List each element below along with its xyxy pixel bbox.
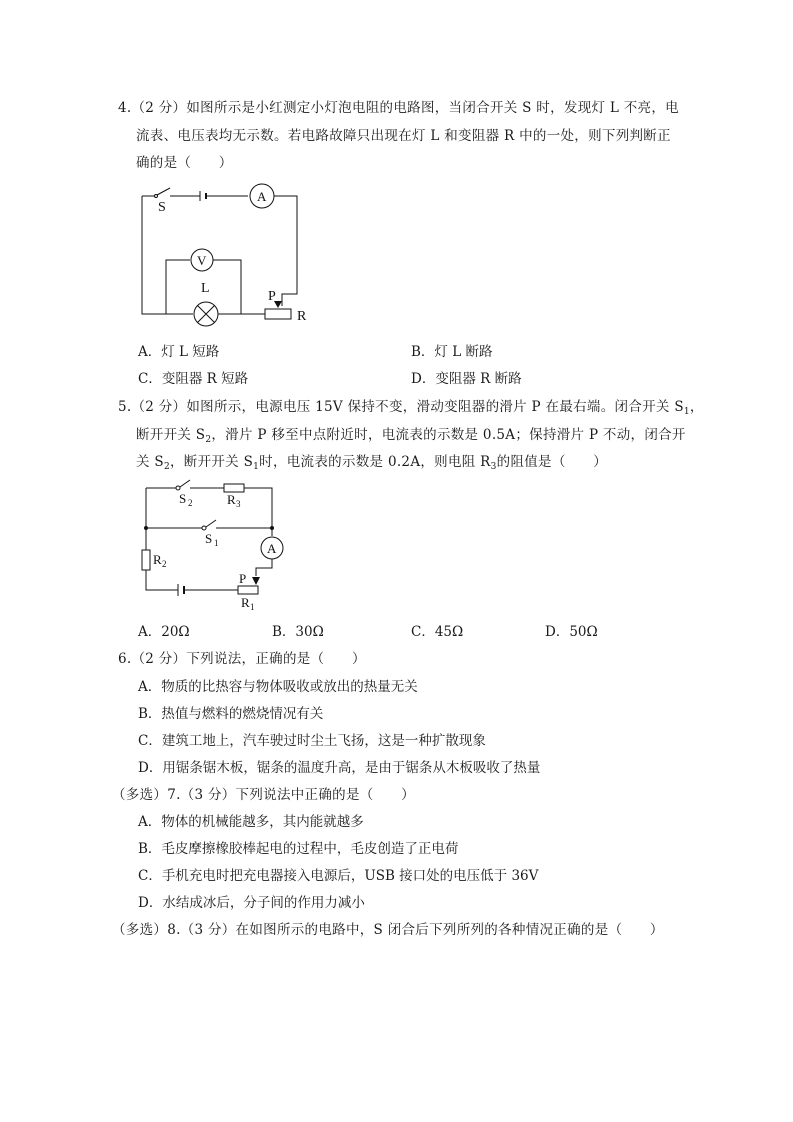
q4-option-b[interactable]: B．灯 L 断路	[411, 344, 493, 360]
svg-text:R: R	[153, 552, 162, 567]
svg-text:R: R	[227, 492, 236, 507]
svg-text:A: A	[257, 189, 267, 204]
svg-text:2: 2	[188, 498, 193, 508]
svg-text:L: L	[201, 281, 210, 296]
svg-text:A: A	[267, 541, 277, 556]
svg-text:2: 2	[162, 559, 167, 569]
svg-text:S: S	[158, 200, 166, 215]
svg-text:1: 1	[250, 602, 255, 612]
q4-option-a[interactable]: A．灯 L 短路	[138, 344, 220, 360]
svg-text:S: S	[205, 531, 213, 546]
resistor-r3-icon	[224, 484, 244, 492]
q5-circuit-diagram	[130, 472, 300, 617]
rheostat-r1-icon	[238, 586, 258, 594]
switch-s-icon	[157, 188, 170, 195]
svg-text:S: S	[179, 491, 187, 506]
svg-text:1: 1	[214, 538, 219, 548]
q4-stem-line-3: 确的是（ ）	[136, 155, 233, 171]
q8-stem: （多选）8.（3 分）在如图所示的电路中，S 闭合后下列所列的各种情况正确的是（ ）	[112, 922, 664, 938]
q4-circuit-diagram	[130, 178, 330, 328]
q6-option-c[interactable]: C．建筑工地上，汽车驶过时尘土飞扬，这是一种扩散现象	[138, 733, 486, 749]
q7-option-d[interactable]: D．水结成冰后，分子间的作用力减小	[138, 895, 365, 911]
switch-s2-icon	[180, 480, 190, 487]
q7-option-c[interactable]: C．手机充电时把充电器接入电源后，USB 接口处的电压低于 36V	[138, 868, 539, 884]
svg-text:P: P	[239, 571, 247, 586]
q4-option-c[interactable]: C．变阻器 R 短路	[138, 371, 249, 387]
q6-option-b[interactable]: B．热值与燃料的燃烧情况有关	[138, 706, 324, 722]
q5-option-a[interactable]: A．20Ω	[138, 624, 190, 640]
svg-text:V: V	[197, 253, 207, 268]
q6-option-a[interactable]: A．物质的比热容与物体吸收或放出的热量无关	[138, 679, 418, 695]
q5-stem-line-3: 关 $S_2$，断开开关 $S_1$时，电流表的示数是 0.2A，则电阻 $R_3$的阻值是（ ）	[136, 454, 608, 472]
q5-stem-line-2: 断开开关 $S_2$，滑片 P 移至中点附近时，电流表的示数是 0.5A；保持滑片 P 不动，闭合开	[136, 427, 686, 445]
rheostat-icon	[265, 309, 291, 319]
q7-stem: （多选）7.（3 分）下列说法中正确的是（ ）	[112, 787, 415, 803]
q6-option-d[interactable]: D．用锯条锯木板，锯条的温度升高，是由于锯条从木板吸收了热量	[138, 760, 541, 776]
q4-stem-line-2: 流表、电压表均无示数。若电路故障只出现在灯 L 和变阻器 R 中的一处，则下列判断正	[136, 128, 671, 144]
q7-option-a[interactable]: A．物体的机械能越多，其内能就越多	[138, 814, 364, 830]
q5-stem-line-1: 5.（2 分）如图所示，电源电压 15V 保持不变，滑动变阻器的滑片 P 在最右端。闭合开关 $S_1$，	[118, 399, 704, 417]
resistor-r2-icon	[142, 550, 150, 570]
svg-text:R: R	[297, 309, 307, 324]
q5-option-c[interactable]: C．45Ω	[411, 624, 464, 640]
q4-option-d[interactable]: D．变阻器 R 断路	[411, 371, 522, 387]
svg-text:R: R	[241, 595, 250, 610]
q5-option-d[interactable]: D．50Ω	[545, 624, 598, 640]
q4-stem-line-1: 4.（2 分）如图所示是小红测定小灯泡电阻的电路图，当闭合开关 S 时，发现灯 L 不亮，电	[118, 100, 679, 116]
q5-option-b[interactable]: B．30Ω	[272, 624, 324, 640]
switch-s1-icon	[206, 520, 216, 527]
svg-text:3: 3	[236, 499, 241, 509]
svg-text:P: P	[268, 289, 276, 304]
q7-option-b[interactable]: B．毛皮摩擦橡胶棒起电的过程中，毛皮创造了正电荷	[138, 841, 459, 857]
q6-stem: 6.（2 分）下列说法，正确的是（ ）	[118, 651, 366, 667]
